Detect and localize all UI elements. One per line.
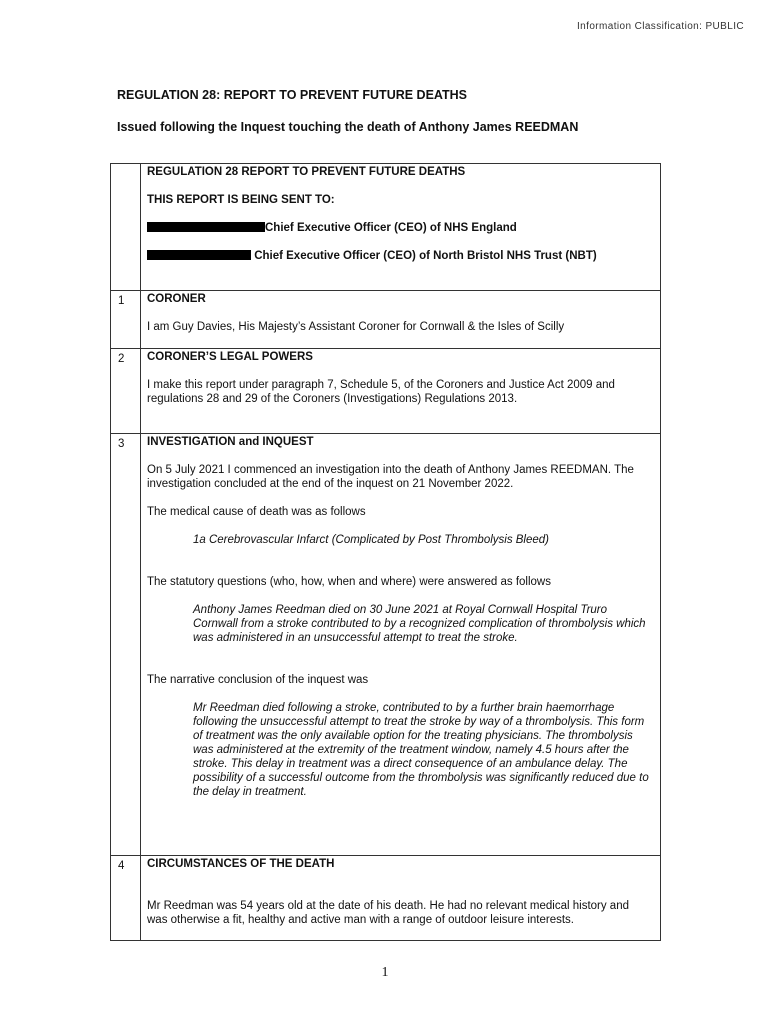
recipient-2: Chief Executive Officer (CEO) of North Bristol NHS Trust (NBT) [147,249,650,263]
document-title: REGULATION 28: REPORT TO PREVENT FUTURE DEATHS [117,88,468,102]
statutory-answer: Anthony James Reedman died on 30 June 2021 at Royal Cornwall Hospital Truro Cornwall from a stroke contributed to by a recognized complication of thrombolysis which was administered in an unsuccessful attempt to treat the stroke. [193,604,646,644]
recipient-1: Chief Executive Officer (CEO) of NHS England [147,221,650,235]
table-row [111,164,660,290]
row-content [141,164,660,290]
row-content [141,349,660,433]
redaction-bar [147,250,251,260]
narrative-conclusion: Mr Reedman died following a stroke, contributed to by a further brain haemorrhage following the unsuccessful attempt to treat the stroke by way of a thrombolysis. This form of treatment was the only available option for the treating physicians. The thrombolysis was administered at the extremity of the treatment window, namely 4.5 hours after the stroke. This delay in treatment was a direct consequence of an ambulance delay. The possibility of a successful outcome from the thrombolysis was significantly reduced due to the delay in treatment. [193,702,649,798]
section-paragraph: The statutory questions (who, how, when and where) were answered as follows [147,576,551,588]
row-number: 3 [111,434,141,855]
table-row [111,855,660,940]
table-row [111,433,660,855]
section-paragraph: On 5 July 2021 I commenced an investigation into the death of Anthony James REEDMAN. The investigation concluded at the end of the inquest on 21 November 2022. [147,464,634,490]
section-heading: CORONER’S LEGAL POWERS [147,351,313,363]
report-table [110,163,661,941]
page-number: 1 [381,965,389,980]
section-body: I make this report under paragraph 7, Schedule 5, of the Coroners and Justice Act 2009 and regulations 28 and 29 of the Coroners (Investigations) Regulations 2013. [147,379,615,405]
section-heading: INVESTIGATION and INQUEST [147,436,314,448]
row-number: 2 [111,349,141,433]
section-paragraph: The narrative conclusion of the inquest was [147,674,369,686]
section-heading: CORONER [147,293,206,305]
sent-to-heading: THIS REPORT IS BEING SENT TO: [147,194,335,206]
row-number: 4 [111,856,141,940]
row-content [141,434,660,855]
row-number [111,164,141,290]
row-number: 1 [111,291,141,348]
row-content [141,856,660,940]
table-row [111,348,660,433]
cause-of-death: 1a Cerebrovascular Infarct (Complicated by Post Thrombolysis Bleed) [193,534,550,546]
intro-heading: REGULATION 28 REPORT TO PREVENT FUTURE DEATHS [147,166,466,178]
document-subtitle: Issued following the Inquest touching the death of Anthony James REEDMAN [117,120,579,134]
classification-label: Information Classification: PUBLIC [577,21,744,32]
section-body: Mr Reedman was 54 years old at the date of his death. He had no relevant medical history and was otherwise a fit, healthy and active man with a range of outdoor leisure interests. [147,900,629,926]
section-heading: CIRCUMSTANCES OF THE DEATH [147,858,335,870]
section-body: I am Guy Davies, His Majesty’s Assistant Coroner for Cornwall & the Isles of Scilly [147,321,565,333]
row-content [141,291,660,348]
section-paragraph: The medical cause of death was as follows [147,506,366,518]
table-row [111,290,660,348]
redaction-bar [147,222,265,232]
